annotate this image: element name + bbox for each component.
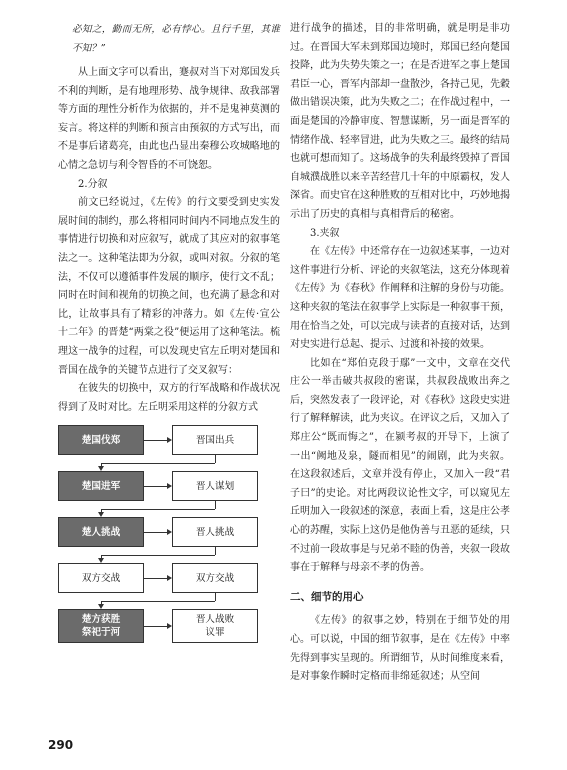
subheading-jiaxu: 3.夹叙 [310,227,340,239]
arrow-head [167,483,172,489]
arrow-right [144,626,167,627]
arrow-head [98,604,104,609]
paragraph: 比如在“郑伯克段于鄢”一文中，文章在交代庄公一举击破共叔段的密谋，共叔段战败出奔之后，突然发表了一段评论，对《春秋》这段史实进行了解释解读，此为夹议。在评议之后，又加入了郑庄公“既而悔之”，在颍考叔的开导下，上演了一出“阙地及泉，隧而相见”的闹剧，此为夹叙。在这段叙述后，文章并没有停止，又加入一段“君子曰”的史论。对比两段议论性文字，可以窥见左丘明加入一段叙述的深意，表面上看，这是庄公孝心的苏醒，实际上这仍是他伪善与丑恶的延续，只不过前一段故事是与兄弟不睦的伪善，夹叙一段故事在于解释与母亲不孝的伪善。 [290,357,510,574]
flow-chu-box: 楚国伐郑 [58,425,144,455]
arrow-right [144,532,167,533]
page-number: 290 [48,738,74,752]
flow-jin-box: 晋人谋划 [172,471,258,501]
connector [101,601,215,602]
flow-jin-box: 晋国出兵 [172,425,258,455]
arrow-right [144,440,167,441]
paragraph: 在彼失的切换中，双方的行军战略和作战状况得到了及时对比。左丘明采用这样的分叙方式 [58,383,280,413]
battle-flowchart [58,425,280,647]
arrow-right [144,578,167,579]
connector [101,463,215,464]
paragraph: 《左传》的叙事之妙，特别在于细节处的用心。可以说，中国的细节叙事，是在《左传》中率先得到事实呈现的。所谓细节，从时间维度来看，是对事象作瞬时定格而非绵延叙述；从空间 [290,615,510,683]
arrow-right [144,486,167,487]
connector [101,555,215,556]
arrow-head [98,558,104,563]
arrow-head [167,529,172,535]
arrow-head [98,512,104,517]
flow-jin-box: 双方交战 [172,563,258,593]
arrow-head [167,437,172,443]
connector [215,547,216,555]
connector [215,593,216,601]
left-column [58,20,280,647]
paragraph: 进行战争的描述，目的非常明确，就是明是非功过。在晋国大军未到郑国边境时，郑国已经向楚国投降，此为失势失策之一；在是否进军之事上楚国君臣一心，晋军内部却一盘散沙，各持己见，先穀做出错误决策，此为失败之二；在作战过程中，一面是楚国的冷静审度、智慧谋断，另一面是晋军的情绪作战、轻率冒进，此为失败之三。最终的结局也就可想而知了。这场战争的失利最终毁掉了晋国自城濮战胜以来辛苦经营几十年的中原霸权，发人深省。而史官在这种胜败的互相对比中，巧妙地揭示出了历史的真相与真相背后的秘密。 [290,23,510,220]
connector [215,455,216,463]
paragraph: 从上面文字可以看出，蹇叔对当下对郑国发兵不利的判断，是有地理形势、战争规律、敌我部署等方面的理性分析作为依据的，并不是鬼神莫测的妄言。将这样的判断和预言由预叙的方式写出，而不是事后诸葛亮，由此也凸显出秦穆公攻城略地的心情之急切与利令智昏的不可饶恕。 [58,67,280,171]
section-heading: 二、细节的用心 [290,590,364,603]
connector [101,509,215,510]
subheading-fenxu: 2.分叙 [78,178,108,190]
arrow-head [167,575,172,581]
block-quote: 必知之，勤而无所，必有悖心。且行千里，其谁不知？” [72,24,280,54]
flow-chu-box: 楚人挑战 [58,517,144,547]
right-column [290,20,510,687]
paragraph: 在《左传》中还常存在一边叙述某事，一边对这件事进行分析、评论的夹叙笔法，这充分体现着《左传》为《春秋》作阐释和注解的身份与功能。这种夹叙的笔法在叙事学上实际是一种叙事干预，用在恰当之处，可以完成与读者的直接对话，达到对史实进行总起、提示、过渡和补接的效果。 [290,246,510,351]
flow-jin-box: 晋人挑战 [172,517,258,547]
arrow-head [167,623,172,629]
flow-chu-box: 双方交战 [58,563,144,593]
flow-chu-box: 楚国进军 [58,471,144,501]
flow-chu-box: 楚方获胜 祭祀于河 [58,609,144,643]
arrow-head [98,466,104,471]
paragraph: 前文已经说过，《左传》的行文要受到史实发展时间的制约，那么将相同时间内不同地点发生的事情进行切换和对应叙写，就成了其应对的叙事笔法之一。这种笔法即为分叙，或叫对叙。分叙的笔法，不仅可以遵循事件发展的顺序，使行文不乱；同时在时间和视角的切换之间，也充满了悬念和对比，让故事具有了精彩的冲落力。如《左传·宣公十二年》的晋楚“两棠之役”便运用了这种笔法。梳理这一战争的过程，可以发现史官左丘明对楚国和晋国在战争的关键节点进行了交叉叙写： [58,197,280,376]
flow-jin-box: 晋人战败 议罪 [172,609,258,643]
connector [215,501,216,509]
